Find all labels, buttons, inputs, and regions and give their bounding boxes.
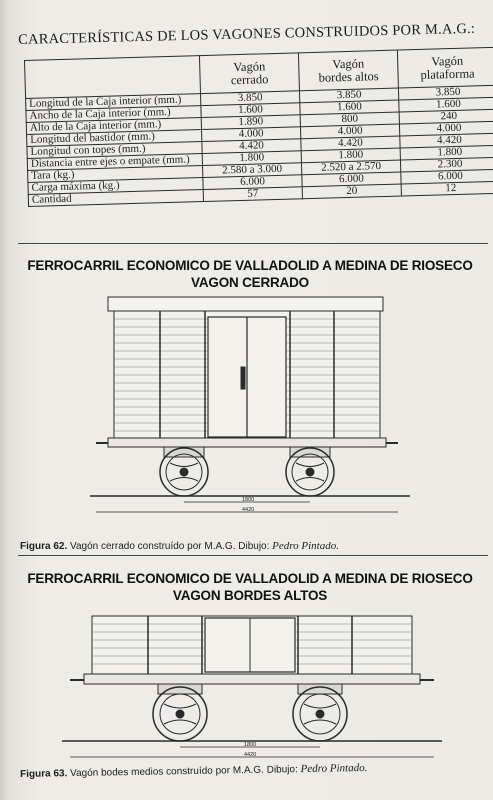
caption-text: Vagón cerrado construído por M.A.G. Dibujo: [67, 541, 273, 552]
caption-text: Vagón bodes medios construído por M.A.G. Dibujo: [67, 764, 301, 780]
row-label: Carga máxima (kg.) [28, 178, 203, 195]
row-label: Ancho de la Caja interior (mm.) [26, 106, 201, 123]
row-label: Cantidad [28, 190, 203, 207]
cell-value: 240 [399, 109, 493, 124]
cell-value: 20 [302, 184, 401, 199]
caption-label: Figura 63. [20, 768, 68, 780]
dim-wheelbase-label: 1800 [242, 497, 255, 503]
cell-value: 3.850 [201, 91, 300, 106]
cell-value: 1.800 [400, 145, 493, 160]
cell-value: 1.600 [201, 103, 300, 118]
cell-value: 3.850 [299, 88, 398, 103]
figure63-title-line2: VAGON BORDES ALTOS [172, 588, 328, 603]
row-label: Longitud de la Caja interior (mm.) [26, 94, 201, 111]
characteristics-table-wrap [24, 47, 480, 207]
roof [108, 297, 383, 311]
cell-value: 2.300 [400, 157, 493, 172]
underframe [84, 674, 420, 684]
cell-value: 57 [203, 187, 302, 202]
figure62-title-line2: VAGON CERRADO [191, 275, 309, 290]
cell-value: 6.000 [302, 172, 401, 187]
header-blank [25, 56, 201, 99]
cell-value: 6.000 [203, 175, 302, 190]
cell-value: 4.420 [202, 139, 301, 154]
row-label: Alto de la Caja interior (mm.) [26, 118, 201, 135]
section-heading: CARACTERÍSTICAS DE LOS VAGONES CONSTRUIDOS POR M.A.G.: [18, 20, 476, 48]
header-line: Vagón [431, 53, 464, 69]
header-line: Vagón [233, 59, 266, 75]
cell-value: 1.800 [202, 151, 301, 166]
cell-value: 4.000 [202, 127, 301, 142]
cell-value: 4.420 [400, 133, 493, 148]
header-plataforma [397, 47, 493, 88]
header-line: cerrado [230, 71, 269, 87]
wheel-right [293, 687, 347, 741]
cell-value: 2.580 a 3.000 [203, 163, 302, 178]
cell-value: 1.600 [399, 97, 493, 112]
closed-wagon-drawing [90, 295, 410, 520]
cell-value: 800 [300, 112, 399, 127]
caption-label: Figura 62. [20, 541, 68, 552]
cell-value: 3.850 [398, 85, 493, 100]
row-label: Longitud con topes (mm.) [27, 142, 202, 159]
cell-value: 4.420 [301, 136, 400, 151]
cell-value: 1.600 [300, 100, 399, 115]
cell-value: 1.890 [201, 115, 300, 130]
dim-total-label: 4420 [244, 752, 257, 758]
caption-author: Pedro Pintado. [272, 540, 339, 552]
dim-wheelbase-label: 1800 [244, 742, 257, 748]
underframe [108, 438, 386, 447]
cell-value: 1.800 [301, 148, 400, 163]
cell-value: 4.000 [399, 121, 493, 136]
cell-value: 12 [401, 181, 493, 196]
door-latch [241, 367, 245, 389]
dim-total-label: 4420 [242, 507, 255, 513]
cell-value: 4.000 [300, 124, 399, 139]
row-label: Distancia entre ejes o empate (mm.) [27, 154, 202, 171]
header-cerrado [199, 53, 299, 94]
figure63-title-line1: FERROCARRIL ECONOMICO DE VALLADOLID A MEDINA DE RIOSECO [27, 571, 473, 586]
figure62-caption [20, 540, 339, 552]
header-line: plataforma [420, 65, 475, 82]
header-bordes-altos [298, 50, 398, 91]
figure-mid-rule [18, 555, 488, 556]
caption-author: Pedro Pintado. [300, 761, 368, 776]
row-label: Tara (kg.) [28, 166, 203, 183]
wheel-left [153, 687, 207, 741]
cell-value: 2.520 a 2.570 [301, 160, 400, 175]
characteristics-table [24, 47, 493, 207]
cell-value: 6.000 [401, 169, 493, 184]
header-line: Vagón [332, 56, 365, 72]
header-line: bordes altos [318, 68, 379, 85]
figure-top-rule [18, 243, 488, 244]
row-label: Longitud del bastidor (mm.) [27, 130, 202, 147]
figure62-title-line1: FERROCARRIL ECONOMICO DE VALLADOLID A MEDINA DE RIOSECO [27, 258, 473, 273]
high-sided-wagon-drawing [62, 610, 442, 765]
